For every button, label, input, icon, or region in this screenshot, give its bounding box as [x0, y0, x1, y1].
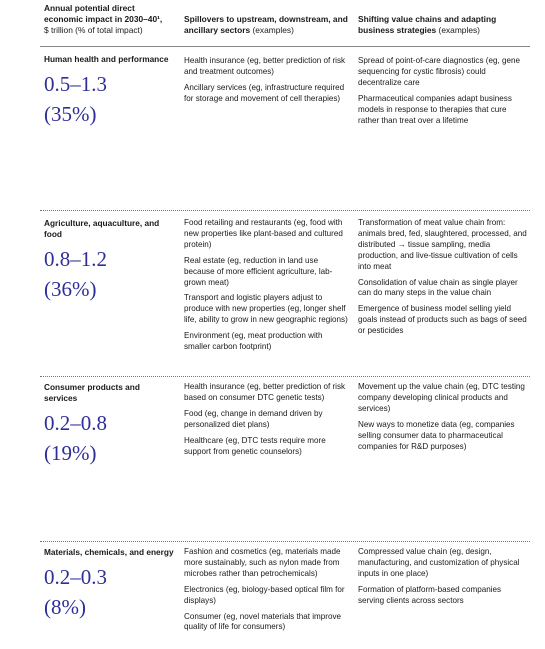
- header-impact-title: Annual potential direct economic impact in 2030–40¹,: [44, 3, 163, 24]
- value-chain-list: [358, 218, 528, 342]
- row-human-health: [44, 54, 174, 129]
- header-spillovers: [184, 14, 349, 36]
- value-chain-item: Formation of platform-based companies serving clients across sectors: [358, 584, 502, 605]
- spillover-item: Healthcare (eg, DTC tests require more support from genetic counselors): [184, 435, 326, 456]
- row-divider: [40, 541, 530, 542]
- header-value-chains-title: Shifting value chains and adapting business strategies: [358, 14, 497, 35]
- impact-range: 0.2–0.3: [44, 565, 107, 589]
- row-divider: [40, 210, 530, 211]
- row-materials: [44, 547, 174, 622]
- row-divider: [40, 376, 530, 377]
- header-impact-sub: $ trillion (% of total impact): [44, 25, 143, 35]
- spillover-item: Environment (eg, meat production with smaller carbon footprint): [184, 331, 323, 352]
- row-consumer: [44, 382, 174, 468]
- spillover-item: Food (eg, change in demand driven by personalized diet plans): [184, 408, 323, 429]
- sector-name: Consumer products and services: [44, 382, 140, 403]
- spillovers-list: [184, 56, 349, 110]
- value-chain-item: New ways to monetize data (eg, companies selling consumer data to pharmaceutical companies for R&D purposes): [358, 419, 515, 451]
- value-chain-item: Movement up the value chain (eg, DTC testing company developing clinical products and services): [358, 382, 525, 413]
- spillovers-list: [184, 382, 349, 462]
- impact-range: 0.2–0.8: [44, 411, 107, 435]
- header-spillovers-sub: (examples): [252, 25, 294, 35]
- header-divider: [40, 46, 530, 47]
- value-chain-item: Consolidation of value chain as single player can do many steps in the value chain: [358, 277, 518, 298]
- spillover-item: Health insurance (eg, better prediction of risk and treatment outcomes): [184, 56, 346, 76]
- value-chain-item: Compressed value chain (eg, design, manufacturing, and customization of physical inputs in one place): [358, 547, 520, 578]
- sector-name: Human health and performance: [44, 54, 169, 64]
- spillover-item: Consumer (eg, novel materials that improve quality of life for consumers): [184, 611, 341, 632]
- impact-range: 0.5–1.3: [44, 72, 107, 96]
- spillover-item: Real estate (eg, reduction in land use because of more efficient agriculture, lab-grown meat): [184, 255, 333, 287]
- value-chain-list: [358, 547, 528, 612]
- value-chain-item: Transformation of meat value chain from: animals bred, fed, slaughtered, processed, and distributed → tissue sampling, media production, and live-tissue cultivation of cells into meat: [358, 218, 527, 271]
- spillovers-list: [184, 218, 349, 358]
- value-chain-item: Spread of point-of-care diagnostics (eg, gene sequencing for cystic fibrosis) could decentralize care: [358, 56, 520, 87]
- impact-share: (36%): [44, 277, 97, 301]
- spillover-item: Transport and logistic players adjust to produce with new properties (eg, longer shelf life, ability to grow in new geographic regions): [184, 293, 348, 325]
- impact-range: 0.8–1.2: [44, 247, 107, 271]
- value-chain-list: [358, 382, 528, 457]
- spillover-item: Fashion and cosmetics (eg, materials made more sustainably, such as nylon made from microbes rather than petrochemicals): [184, 547, 341, 578]
- spillovers-list: [184, 547, 349, 638]
- spillover-item: Ancillary services (eg, infrastructure required for storage and movement of cell therapies): [184, 82, 345, 103]
- header-impact: [44, 3, 174, 36]
- header-spillovers-title: Spillovers to upstream, downstream, and ancillary sectors: [184, 14, 348, 35]
- impact-share: (8%): [44, 595, 86, 619]
- value-chain-list: [358, 56, 528, 131]
- value-chain-item: Pharmaceutical companies adapt business models in response to therapies that cure rather than treat over a lifetime: [358, 93, 512, 125]
- header-value-chains: [358, 14, 528, 36]
- sector-name: Materials, chemicals, and energy: [44, 547, 174, 557]
- sector-name: Agriculture, aquaculture, and food: [44, 218, 160, 239]
- spillover-item: Food retailing and restaurants (eg, food with new properties like plant-based and cultured protein): [184, 218, 343, 249]
- impact-share: (19%): [44, 441, 97, 465]
- spillover-item: Health insurance (eg, better prediction of risk based on consumer DTC genetic tests): [184, 382, 346, 402]
- row-agriculture: [44, 218, 174, 304]
- impact-share: (35%): [44, 102, 97, 126]
- spillover-item: Electronics (eg, biology-based optical film for displays): [184, 584, 345, 605]
- value-chain-item: Emergence of business model selling yield goals instead of products such as bags of seed or pesticides: [358, 304, 527, 336]
- header-value-chains-sub: (examples): [438, 25, 480, 35]
